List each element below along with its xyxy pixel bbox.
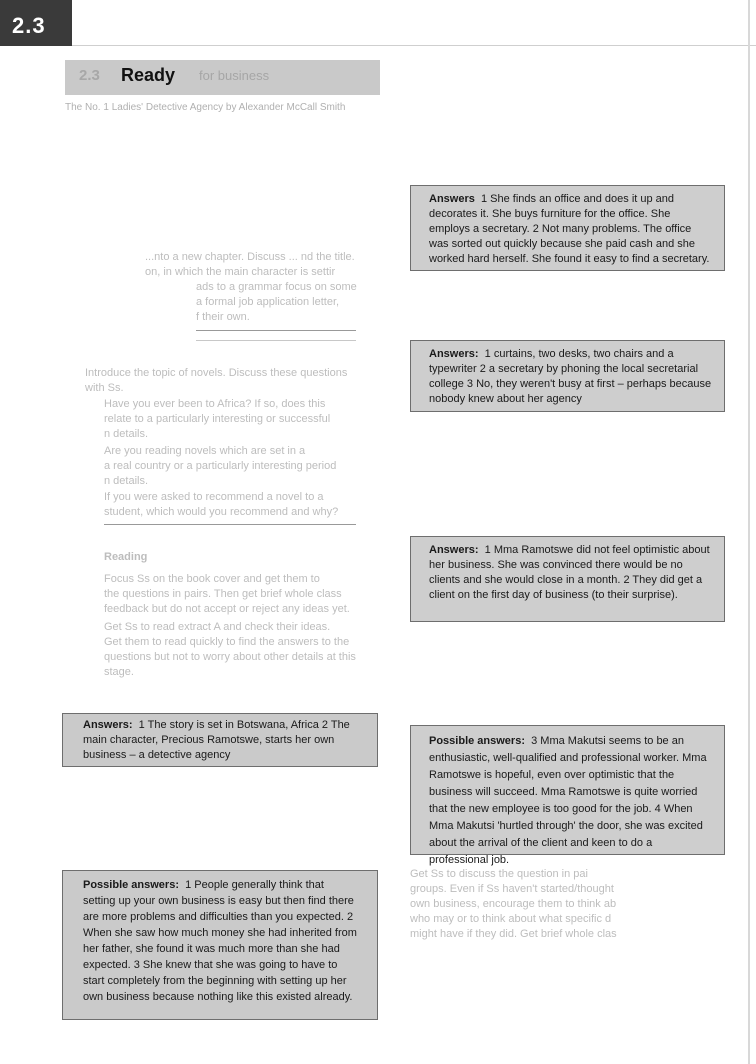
page-edge bbox=[748, 0, 750, 1064]
faded-line: stage. bbox=[104, 666, 134, 678]
answer-lead: Answers: bbox=[429, 348, 479, 360]
faded-line: the questions in pairs. Then get brief whole class bbox=[104, 588, 342, 600]
faded-line: ads to a grammar focus on some bbox=[196, 281, 357, 293]
faded-line: Get Ss to discuss the question in pai bbox=[410, 868, 588, 880]
faded-line: Focus Ss on the book cover and get them to bbox=[104, 573, 320, 585]
answer-text: 1 curtains, two desks, two chairs and a typewriter 2 a secretary by phoning the local secretarial college 3 No, they weren't busy at first – perhaps because nobody knew about her agency bbox=[429, 348, 712, 405]
answer-lead: Answers bbox=[429, 193, 475, 205]
answer-lead: Answers: bbox=[83, 719, 133, 731]
answer-box bbox=[410, 725, 725, 866]
answer-box bbox=[410, 536, 725, 622]
unit-divider bbox=[72, 45, 756, 46]
section-number: 2.3 bbox=[79, 67, 100, 84]
faded-line: feedback but do not accept or reject any ideas yet. bbox=[104, 603, 350, 615]
faded-line: Have you ever been to Africa? If so, does this bbox=[104, 398, 326, 410]
faded-line: a real country or a particularly interesting period bbox=[104, 460, 337, 472]
faded-line: ...nto a new chapter. Discuss ... nd the title. bbox=[145, 251, 355, 263]
faded-line: with Ss. bbox=[85, 382, 124, 394]
faded-line: who may or to think about what specific d bbox=[410, 913, 612, 925]
divider-rule bbox=[196, 340, 356, 341]
answer-text: 1 People generally think that setting up your own business is easy but then find there are more problems and difficulties than you expected. 2 When she saw how much money she had inherited from her father, she found it was much more than she had expected. 3 She knew that she was going to have to start completely from the beginning with setting up her own business because nothing like this existed already. bbox=[83, 879, 357, 1003]
faded-line: n details. bbox=[104, 428, 149, 440]
faded-line: If you were asked to recommend a novel to a bbox=[104, 491, 324, 503]
answer-text: 1 The story is set in Botswana, Africa 2 The main character, Precious Ramotswe, starts her own business – a detective agency bbox=[83, 719, 350, 761]
faded-line: groups. Even if Ss haven't started/thought bbox=[410, 883, 614, 895]
answer-box bbox=[62, 713, 378, 767]
unit-number: 2.3 bbox=[12, 13, 46, 38]
answer-lead: Answers: bbox=[429, 544, 479, 556]
faded-line: Get them to read quickly to find the answers to the bbox=[104, 636, 350, 648]
faded-line: questions but not to worry about other details at this bbox=[104, 651, 356, 663]
answer-lead: Possible answers: bbox=[83, 879, 179, 891]
faded-line: Get Ss to read extract A and check their ideas. bbox=[104, 621, 331, 633]
answer-box bbox=[410, 340, 725, 412]
answer-box bbox=[62, 870, 378, 1020]
unit-tab bbox=[0, 0, 72, 46]
faded-line: n details. bbox=[104, 475, 149, 487]
section-header bbox=[65, 60, 380, 95]
faded-line: f their own. bbox=[196, 311, 250, 323]
faded-line: a formal job application letter, bbox=[196, 296, 340, 308]
answer-text: 1 She finds an office and does it up and decorates it. She buys furniture for the office. She employs a secretary. 2 Not many problems. The office was sorted out quickly because she paid cash and she worked hard herself. She found it easy to find a secretary. bbox=[429, 193, 710, 265]
answer-text: 1 Mma Ramotswe did not feel optimistic about her business. She was convinced there would be no clients and she would close in a month. 2 They did get a client on the first day of business (to their surprise). bbox=[429, 544, 710, 601]
faded-line: Introduce the topic of novels. Discuss these questions bbox=[85, 367, 348, 379]
faded-line: own business, encourage them to think ab bbox=[410, 898, 617, 910]
section-title: Ready bbox=[121, 65, 176, 85]
divider-rule bbox=[104, 524, 356, 525]
faded-heading: Reading bbox=[104, 551, 148, 563]
divider-rule bbox=[196, 330, 356, 331]
answer-box bbox=[410, 185, 725, 271]
answer-text: 3 Mma Makutsi seems to be an enthusiastic, well-qualified and professional worker. Mma Ramotswe is hopeful, even over optimistic that the business will succeed. Mma Ramotswe is quite worried that the new employee is too good for the job. 4 When Mma Makutsi 'hurtled through' the door, she was excited about the arrival of the client and keen to do a professional job. bbox=[429, 735, 707, 866]
answer-lead: Possible answers: bbox=[429, 735, 525, 747]
faded-line: Are you reading novels which are set in a bbox=[104, 445, 306, 457]
section-subtitle: for business bbox=[199, 68, 270, 83]
faded-line: relate to a particularly interesting or successful bbox=[104, 413, 331, 425]
source-line: The No. 1 Ladies' Detective Agency by Alexander McCall Smith bbox=[65, 102, 346, 113]
faded-line: student, which would you recommend and why? bbox=[104, 506, 339, 518]
faded-line: might have if they did. Get brief whole clas bbox=[410, 928, 617, 940]
faded-line: on, in which the main character is settir bbox=[145, 266, 336, 278]
